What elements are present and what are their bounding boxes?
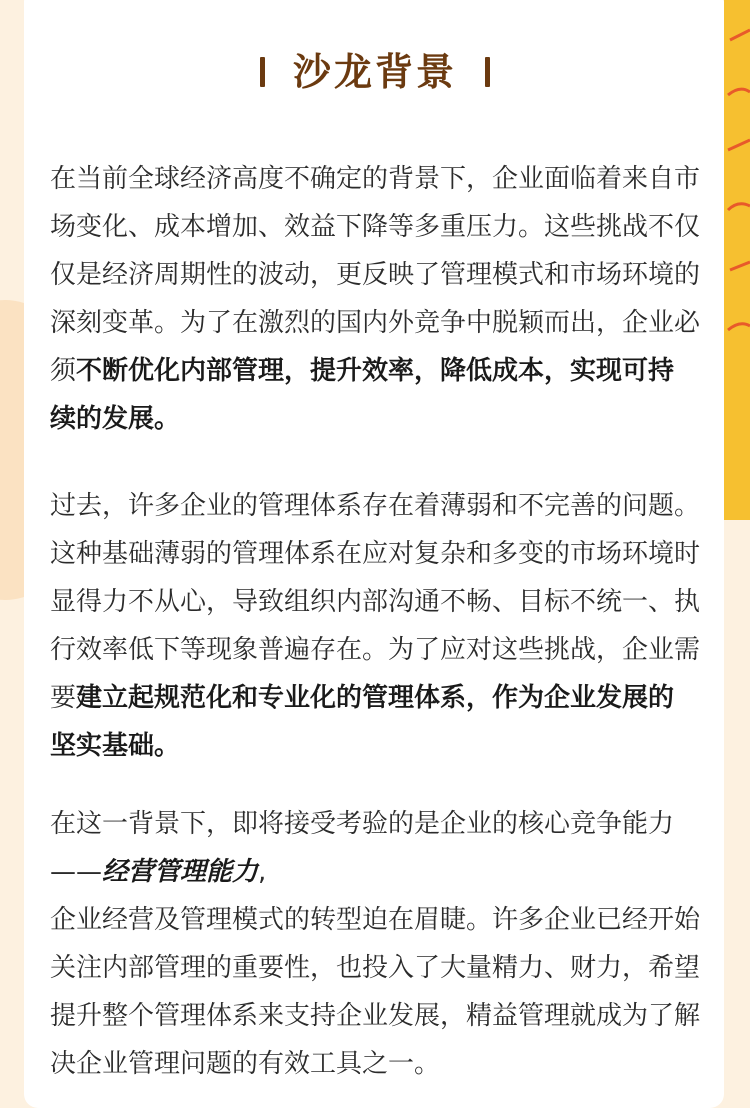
paragraph-economic-pressure xyxy=(50,155,700,443)
paragraph3-text-before: 在这一背景下，即将接受考验的是企业的核心竞争能力—— xyxy=(50,809,675,887)
title-left-bar xyxy=(260,57,265,87)
paragraph-core-competence xyxy=(50,800,700,1088)
paragraph-management-system xyxy=(50,482,700,770)
paragraph1-text: 在当前全球经济高度不确定的背景下，企业面临着来自市场变化、成本增加、效益下降等多重压力。这些挑战不仅仅是经济周期性的波动，更反映了管理模式和市场环境的深刻变革。为了在激烈的国内外竞争中脱颖而出，企业必须 xyxy=(50,164,701,386)
paragraph3-text-continued: 企业经营及管理模式的转型迫在眉睫。许多企业已经开始关注内部管理的重要性，也投入了大量精力、财力，希望提升整个管理体系来支持企业发展，精益管理就成为了解决企业管理问题的有效工具之一。 xyxy=(50,905,701,1079)
page-title: 沙龙背景 xyxy=(292,50,457,94)
paragraph3-comma: , xyxy=(258,857,267,887)
title-right-bar xyxy=(485,57,490,87)
paragraph2-emphasis: 建立起规范化和专业化的管理体系，作为企业发展的坚实基础。 xyxy=(50,683,675,761)
paragraph3-emphasis: 经营管理能力 xyxy=(102,857,259,887)
paragraph2-text: 过去，许多企业的管理体系存在着薄弱和不完善的问题。这种基础薄弱的管理体系在应对复杂和多变的市场环境时显得力不从心，导致组织内部沟通不畅、目标不统一、执行效率低下等现象普遍存在。为了应对这些挑战，企业需要 xyxy=(50,491,701,713)
paragraph1-emphasis: 不断优化内部管理，提升效率，降低成本，实现可持续的发展。 xyxy=(50,356,675,434)
section-header xyxy=(0,44,750,100)
